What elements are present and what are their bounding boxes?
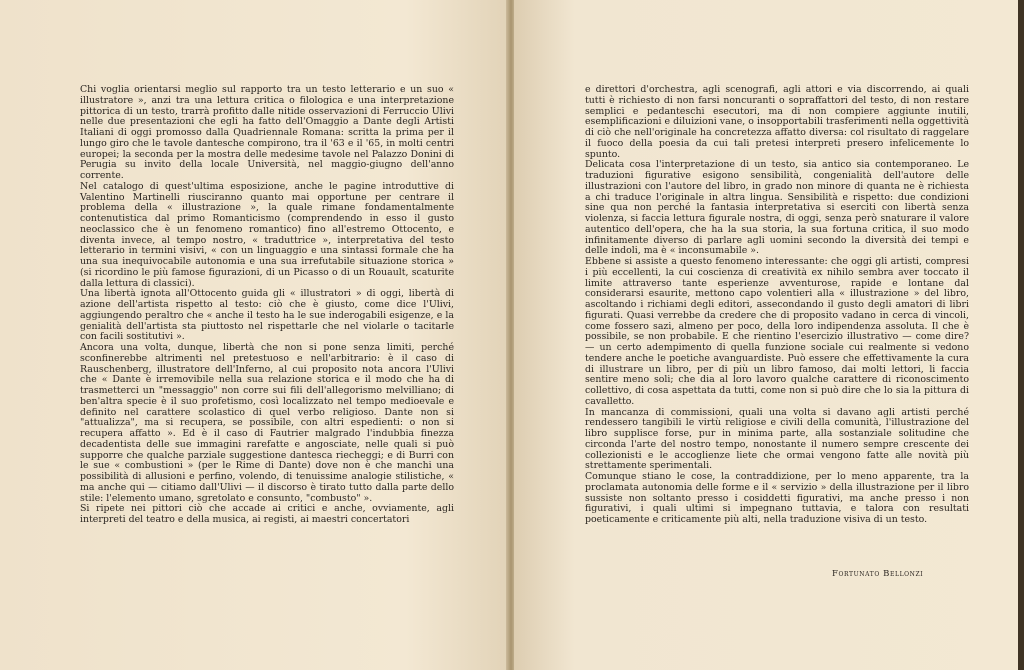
- author-signature: Fortunato Bellonzi: [832, 569, 924, 579]
- left-paragraph-5: Si ripete nei pittori ciò che accade ai critici e anche, ovviamente, agli interpreti del teatro e della musica, ai registi, ai maestri concertatori: [80, 503, 454, 525]
- left-paragraph-3: Una libertà ignota all'Ottocento guida gli « illustratori » di oggi, libertà di azione dell'artista rispetto al testo: ciò che è giusto, come dice l'Ulivi, aggiungendo peraltro che « anche il testo ha le sue inderogabili esigenze, e la genialità dell'artista sta piuttosto nel rispettarle che nel violarle o tacitarle con facili sostitutivi ».: [80, 288, 454, 343]
- left-paragraph-4: Ancora una volta, dunque, libertà che non si pone senza limiti, perché sconfinerebbe altrimenti nel pretestuoso e nell'arbitrario: è il caso di Rauschenberg, illustratore dell'Inferno, al cui proposito nota ancora l'Ulivi che « Dante è irremovibile nella sua relazione storica e il modo che ha di trasmetterci un "messaggio" non corre sui fili dell'allegorismo melvilliano; di ben'altra specie è il suo profetismo, così localizzato nel tempo medioevale e definito nel carattere scolastico di quel verbo religioso. Dante non si "attualizza", ma si recupera, se possibile, con altri espedienti: o non si recupera affatto ». Ed è il caso di Fautrier malgrado l'indubbia finezza decadentista delle sue immagini rarefatte e angosciate, nelle quali si può supporre che qualche parziale suggestione dantesca riecheggi; e di Burri con le sue « combustioni » (per le Rime di Dante) dove non è che manchi una possibilità di allusioni e perfino, volendo, di tenuissime analogie stilistiche, « ma anche qui — citiamo dall'Ulivi — il discorso è tirato tutto dalla parte dello stile: l'elemento umano, sgretolato e consunto, "combusto" ».: [80, 342, 454, 504]
- left-paragraph-1: Chi voglia orientarsi meglio sul rapporto tra un testo letterario e un suo « illustratore », anzi tra una lettura critica o filologica e una interpretazione pittorica di un testo, trarrà profitto dalle nitide osservazioni di Ferruccio Ulivi nelle due presentazioni che egli ha fatto dell'Omaggio a Dante degli Artisti Italiani di oggi promosso dalla Quadriennale Romana: scritta la prima per il lungo giro che le tavole dantesche compirono, tra il '63 e il '65, in molti centri europei; la seconda per la mostra delle medesime tavole nel Palazzo Donini di Perugia su invito della locale Università, nel maggio-giugno dell'anno corrente.: [80, 84, 454, 181]
- right-paragraph-2: Delicata cosa l'interpretazione di un testo, sia antico sia contemporaneo. Le traduzioni figurative esigono sensibilità, congenialità dell'autore delle illustrazioni con l'autore del libro, in grado non minore di quanta ne è richiesta a chi traduce l'originale in altra lingua. Sensibilità e rispetto: due condizioni sine qua non perché la fantasia interpretativa si eserciti con libertà senza violenza, si faccia lettura figurale nostra, di oggi, senza però snaturare il valore autentico dell'opera, che ha la sua storia, la sua fortuna critica, il suo modo infinitamente diverso di parlare agli uomini secondo la diversità dei tempi e delle indoli, ma è « inconsumabile ».: [585, 159, 969, 257]
- book-edge: [1018, 0, 1024, 670]
- right-page-text: [585, 85, 969, 526]
- left-paragraph-2: Nel catalogo di quest'ultima esposizione, anche le pagine introduttive di Valentino Martinelli riusciranno quanto mai opportune per centrare il problema della « illustrazione », la quale rimane fondamentalmente contenutistica dal primo Romanticismo (comprendendo in esso il gusto neoclassico che è un fenomeno romantico) fino all'estremo Ottocento, e diventa invece, al tempo nostro, « traduttrice », interpretativa del testo letterario in termini visivi, « con un linguaggio e una sintassi formale che ha una sua inequivocabile autonomia e una sua irrefutabile situazione storica » (si ricordino le più famose figurazioni, di un Picasso o di un Rouault, scaturite dalla lettura di classici).: [80, 180, 454, 289]
- right-paragraph-5: Comunque stiano le cose, la contraddizione, per lo meno apparente, tra la proclamata autonomia delle forme e il « servizio » della illustrazione per il libro sussiste non soltanto presso i cosiddetti figurativi, ma anche presso i non figurativi, i quali ultimi si impegnano tuttavia, e talora con resultati poeticamente e criticamente più alti, nella traduzione visiva di un testo.: [585, 471, 969, 525]
- right-paragraph-1: e direttori d'orchestra, agli scenografi, agli attori e via discorrendo, ai quali tutti è richiesto di non farsi noncuranti o sopraffattori del testo, di non restare semplici e pedanteschi esecutori, ma di non compiere aggiunte inutili, esemplificazioni e diluizioni vane, o insopportabili trasferimenti nella oggettività di ciò che nell'originale ha concretezza affatto diversa: col risultato di raggelare il fuoco della poesia da cui tali pretesi interpreti presero infelicemente lo spunto.: [585, 84, 969, 160]
- right-paragraph-3: Ebbene si assiste a questo fenomeno interessante: che oggi gli artisti, compresi i più eccellenti, la cui coscienza di creatività ex nihilo sembra aver toccato il limite attraverso tante esperienze avventurose, rapide e lontane dal considerarsi esaurite, mettono capo volentieri alla « illustrazione » del libro, ascoltando i richiami degli editori, assecondando il gusto degli amatori di libri figurati. Quasi verrebbe da credere che di proposito vadano in cerca di vincoli, come fossero sazi, almeno per poco, della loro indipendenza assoluta. Il che è possibile, se non probabile. E che rientino l'esercizio illustrativo — come dire? — un certo adempimento di quella funzione sociale cui realmente si vedono tendere anche le poetiche avanguardiste. Può essere che effettivamente la cura di illustrare un libro, per di più un libro famoso, dai molti lettori, li faccia sentire meno soli; che dia al loro lavoro qualche carattere di riconoscimento collettivo, di cosa aspettata da tutti, come non si può dire che lo sia la pittura di cavalletto.: [585, 256, 969, 407]
- left-page-text: [80, 85, 454, 526]
- right-page: [514, 0, 1020, 670]
- right-paragraph-4: In mancanza di commissioni, quali una volta si davano agli artisti perché rendessero tangibili le virtù religiose e civili della comunità, l'illustrazione del libro supplisce forse, pur in minima parte, alla sostanziale solitudine che circonda l'arte del nostro tempo, nonostante il numero sempre crescente dei collezionisti e le accoglienze liete che ormai vengono fatte alle novità più strettamente sperimentali.: [585, 406, 969, 472]
- left-page: [0, 0, 508, 670]
